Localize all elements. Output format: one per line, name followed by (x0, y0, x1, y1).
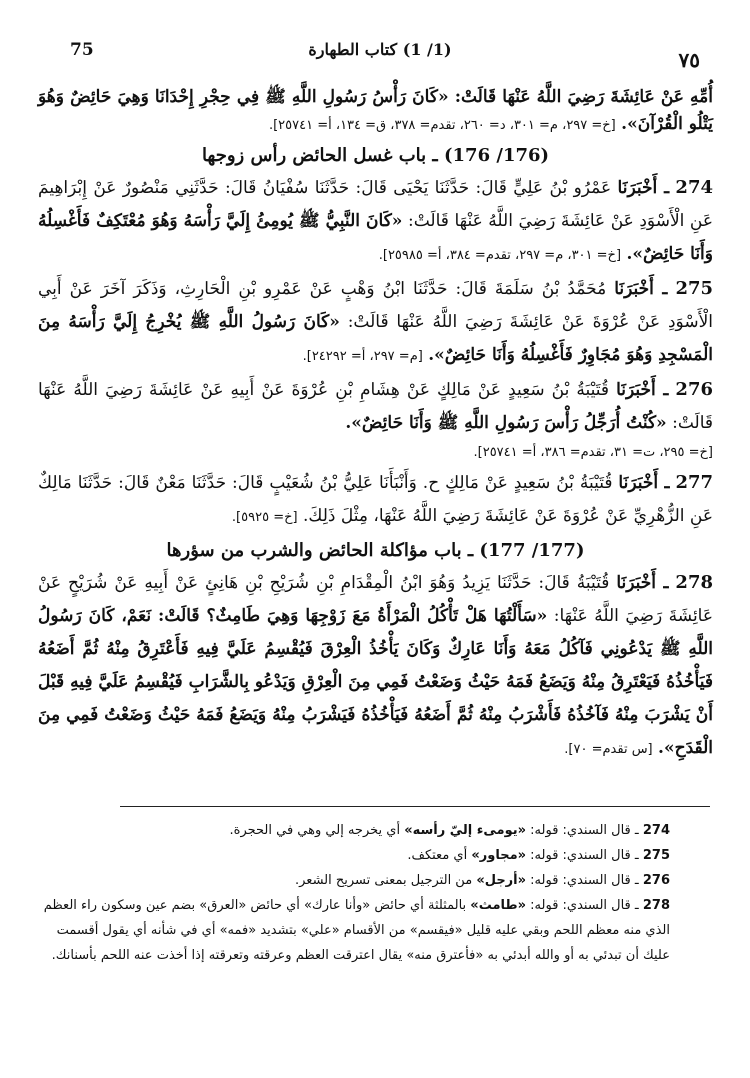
footnote-prefix: ـ قال السندي: قوله: (530, 823, 639, 838)
footnote-key: «أرجل» (476, 873, 527, 888)
hadith-274 (38, 171, 713, 272)
footnote-number: 276 (642, 873, 670, 888)
hadith-refs: [خ= ٣٠١، م= ٢٩٧، تقدم= ٣٨٤، أ= ٢٥٩٨٥]. (378, 248, 622, 263)
hadith-isnad: قُتَيْبَةُ قَالَ: حَدَّثَنَا يَزِيدُ وَهُوَ ابْنُ الْمِقْدَامِ بْنِ شُرَيْحِ بْنِ هَانِئٍ عَنْ أَبِيهِ عَنْ شُرَيْحٍ عَنْ عَائِشَةَ رَضِيَ اللَّهُ عَنْهَا: (38, 573, 713, 626)
hadith-number: 278 (675, 572, 713, 593)
hadith-opening: ـ أَخْبَرَنَا (614, 279, 668, 299)
footnote-key: «يومىء إليّ رأسه» (404, 823, 527, 838)
hadith-isnad: عَمْرُو بْنُ عَلِيٍّ قَالَ: حَدَّثَنَا يَحْيَى قَالَ: حَدَّثَنَا سُفْيَانُ قَالَ: حَدَّثَنِي مَنْصُورٌ عَنْ إِبْرَاهِيمَ عَنِ الْأَسْوَدِ عَنْ عَائِشَةَ رَضِيَ اللَّهُ عَنْهَا قَالَتْ: (38, 178, 714, 231)
hadith-278 (38, 566, 713, 766)
chapter-heading-176 (38, 141, 713, 171)
hadith-opening: ـ أَخْبَرَنَا (616, 380, 669, 400)
chapter-number: (176/ 176) (443, 145, 550, 166)
chapter-title: ـ باب مؤاكلة الحائض والشرب من سؤرها (166, 540, 474, 561)
page-number-latin: 75 (70, 40, 94, 60)
hadith-number: 277 (675, 472, 714, 493)
footnotes (40, 818, 670, 968)
hadith-opening: ـ أَخْبَرَنَا (616, 573, 669, 593)
intro-paragraph (38, 84, 713, 139)
hadith-matn: «كَانَ رَسُولُ اللَّهِ ﷺ يُخْرِجُ إِلَيَّ رَأْسَهُ مِنَ الْمَسْجِدِ وَهُوَ مُجَاوِرٌ فَأَغْسِلُهُ وَأَنَا حَائِضٌ». (38, 312, 713, 365)
footnote-prefix: ـ قال السندي: قوله: (530, 848, 639, 863)
hadith-matn: «سَأَلْتُهَا هَلْ تَأْكُلُ الْمَرْأَةُ مَعَ زَوْجِهَا وَهِيَ طَامِثٌ؟ قَالَتْ: نَعَمْ، كَانَ رَسُولُ اللَّهِ ﷺ يَدْعُونِي فَآكُلُ مَعَهُ وَأَنَا عَارِكٌ وَكَانَ يَأْخُذُ الْعِرْقَ فَيُقْسِمُ عَلَيَّ فِيهِ فَأَعْتَرِقُ مِنْهُ ثُمَّ أَضَعُهُ فَيَأْخُذُهُ فَيَعْتَرِقُ مِنْهُ وَيَضَعُ فَمَهُ حَيْثُ وَضَعْتُ فَمِي مِنَ الْعِرْقِ وَيَدْعُو بِالشَّرَابِ فَيُقْسِمُ عَلَيَّ فِيهِ قَبْلَ أَنْ يَشْرَبَ مِنْهُ فَآخُذُهُ فَأَشْرَبُ مِنْهُ ثُمَّ أَضَعُهُ فَيَأْخُذُهُ فَيَشْرَبُ مِنْهُ وَيَضَعُ فَمَهُ حَيْثُ وَضَعْتُ فَمِي مِنَ الْقَدَحِ». (38, 606, 713, 758)
page-number-arabic: ٧٥ (678, 48, 700, 72)
chapter-title: ـ باب غسل الحائض رأس زوجها (201, 145, 438, 166)
hadith-matn: «كَانَ النَّبِيُّ ﷺ يُومِئُ إِلَيَّ رَأْسَهُ وَهُوَ مُعْتَكِفٌ فَأَغْسِلُهُ وَأَنَا حَائِضٌ». (38, 211, 713, 264)
hadith-refs: [خ= ٥٩٢٥]. (231, 510, 298, 525)
page-header (60, 40, 700, 72)
footnote-text: أي معتكف. (407, 848, 468, 863)
hadith-number: 276 (675, 379, 713, 400)
footnote-text: من الترجيل بمعنى تسريح الشعر. (295, 873, 473, 888)
main-text (38, 84, 713, 766)
footnote-key: «مجاور» (471, 848, 527, 863)
hadith-isnad: مُحَمَّدُ بْنُ سَلَمَةَ قَالَ: حَدَّثَنَا ابْنُ وَهْبٍ عَنْ عَمْرِو بْنِ الْحَارِثِ، وَذَكَرَ آخَرَ عَنْ أَبِي الْأَسْوَدِ عَنْ عُرْوَةَ عَنْ عَائِشَةَ رَضِيَ اللَّهُ عَنْهَا قَالَتْ: (38, 279, 713, 332)
footnote-prefix: ـ قال السندي: قوله: (530, 873, 639, 888)
footnote-number: 278 (642, 898, 670, 913)
hadith-isnad: قُتَيْبَةُ بْنُ سَعِيدٍ عَنْ مَالِكٍ ح. وَأَنْبَأَنَا عَلِيُّ بْنُ شُعَيْبٍ قَالَ: حَدَّثَنَا مَعْنٌ قَالَ: حَدَّثَنَا مَالِكٌ عَنِ الزُّهْرِيِّ عَنْ عُرْوَةَ عَنْ عَائِشَةَ رَضِيَ اللَّهُ عَنْهَا، مِثْلَ ذَلِكَ. (38, 473, 713, 526)
footnote-key: «طامث» (470, 898, 527, 913)
hadith-opening: ـ أَخْبَرَنَا (618, 473, 670, 493)
footnote-prefix: ـ قال السندي: قوله: (530, 898, 639, 913)
footnote-278 (40, 893, 670, 968)
footnote-separator (120, 806, 710, 807)
footnote-number: 275 (642, 848, 670, 863)
intro-text: أُمِّهِ عَنْ عَائِشَةَ رَضِيَ اللَّهُ عَنْهَا قَالَتْ: «كَانَ رَأْسُ رَسُولِ اللَّهِ ﷺ فِي حِجْرِ إِحْدَانَا وَهِيَ حَائِضٌ وَهُوَ يَتْلُو الْقُرْآنَ». (38, 87, 713, 134)
footnote-276 (40, 868, 670, 893)
hadith-276 (38, 373, 713, 440)
footnote-text: بالمثلثة أي حائض «وأنا عارك» أي حائض «العرق» بضم عين وسكون راء العظم الذي منه معظم اللحم وبقي عليه قليل «فيقسم» من الأقسام «علي» بتشديد «فمه» أي في شأنه أي يقول أقسمت عليك أن تبدئي به أو والله أبدئي به «فأعترق منه» يقال اعترقت العظم وعرقته وتعرقته إذا أخذت عنه اللحم بأسنانك. (43, 898, 670, 963)
chapter-number: (177/ 177) (479, 540, 585, 561)
running-title: (1/ 1) كتاب الطهارة (308, 40, 452, 59)
hadith-refs: [س تقدم= ٧٠]. (564, 742, 653, 757)
hadith-275 (38, 272, 713, 373)
hadith-number: 274 (675, 177, 713, 198)
footnote-text: أي يخرجه إلي وهي في الحجرة. (229, 823, 401, 838)
hadith-refs: [م= ٢٩٧، أ= ٢٤٢٩٢]. (302, 349, 423, 364)
hadith-opening: ـ أَخْبَرَنَا (617, 178, 670, 198)
hadith-277 (38, 466, 713, 534)
footnote-275 (40, 843, 670, 868)
hadith-matn: «كُنْتُ أُرَجِّلُ رَأْسَ رَسُولِ اللَّهِ ﷺ وَأَنَا حَائِضٌ». (345, 413, 667, 433)
chapter-heading-177 (38, 536, 713, 566)
intro-refs: [خ= ٢٩٧، م= ٣٠١، د= ٢٦٠، تقدم= ٣٧٨، ق= ١٣٤، أ= ٢٥٧٤١]. (268, 118, 616, 133)
footnote-number: 274 (642, 823, 670, 838)
hadith-276-refs: [خ= ٢٩٥، ت= ٣١، تقدم= ٣٨٦، أ= ٢٥٧٤١]. (473, 445, 713, 460)
footnote-274 (40, 818, 670, 843)
hadith-number: 275 (675, 278, 714, 299)
hadith-isnad: قُتَيْبَةُ بْنُ سَعِيدٍ عَنْ مَالِكٍ عَنْ هِشَامِ بْنِ عُرْوَةَ عَنْ أَبِيهِ عَنْ عَائِشَةَ رَضِيَ اللَّهُ عَنْهَا قَالَتْ: (38, 380, 713, 433)
